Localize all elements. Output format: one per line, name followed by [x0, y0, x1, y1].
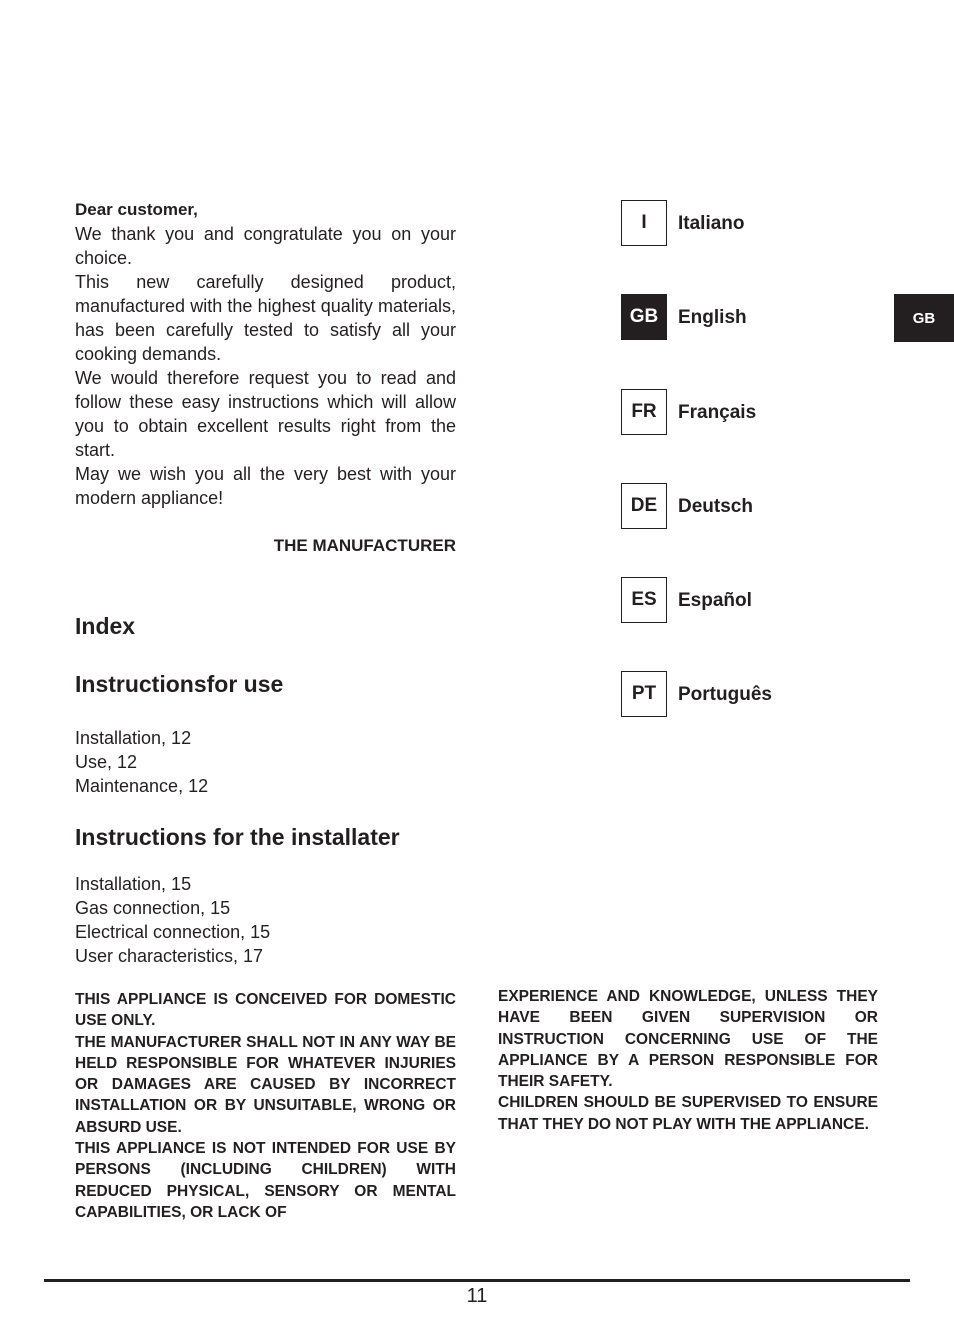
language-english[interactable] — [621, 294, 881, 342]
greeting-paragraph: We thank you and congratulate you on your choice. — [75, 224, 456, 268]
greeting-paragraph: We would therefore request you to read and follow these easy instructions which will allow you to obtain excellent results right from the start. — [75, 368, 456, 460]
greeting-paragraph: This new carefully designed product, manufactured with the highest quality materials, has been carefully tested to satisfy all your cooking demands. — [75, 272, 456, 364]
instructions-for-installer-list — [75, 872, 270, 968]
language-name: English — [678, 307, 747, 328]
language-portugues[interactable] — [621, 671, 881, 719]
index-title: Index — [75, 613, 136, 639]
language-name: Français — [678, 402, 757, 423]
language-code-box: ES — [621, 577, 667, 623]
side-language-tab: GB — [894, 294, 954, 342]
language-name: Español — [678, 590, 752, 611]
index-item: User characteristics, 17 — [75, 946, 264, 966]
instructions-for-installer-title: Instructions for the installater — [75, 824, 400, 850]
language-code-box: FR — [621, 389, 667, 435]
language-italiano[interactable] — [621, 200, 881, 248]
language-name: Português — [678, 684, 772, 705]
index-item: Installation, 15 — [75, 874, 192, 894]
language-code-box: PT — [621, 671, 667, 717]
greeting-paragraph: May we wish you all the very best with your modern appliance! — [75, 464, 456, 508]
instructions-for-use-title: Instructionsfor use — [75, 671, 284, 697]
language-name: Deutsch — [678, 496, 753, 517]
safety-warning-left — [75, 989, 456, 1223]
instructions-for-use-list — [75, 726, 208, 798]
language-code-box: I — [621, 200, 667, 246]
index-item: Electrical connection, 15 — [75, 922, 271, 942]
warning-paragraph: THE MANUFACTURER SHALL NOT IN ANY WAY BE HELD RESPONSIBLE FOR WHATEVER INJURIES OR DAMAGES ARE CAUSED BY INCORRECT INSTALLATION OR BY UNSUITABLE, WRONG OR ABSURD USE. — [75, 1033, 456, 1136]
language-name: Italiano — [678, 213, 745, 234]
greeting-section — [75, 198, 456, 558]
manufacturer-signature: THE MANUFACTURER — [273, 536, 456, 555]
language-code-box-active: GB — [621, 294, 667, 340]
language-espanol[interactable] — [621, 577, 881, 625]
language-francais[interactable] — [621, 389, 881, 437]
index-item: Installation, 12 — [75, 728, 192, 748]
greeting-title: Dear customer, — [75, 200, 198, 219]
language-code-box: DE — [621, 483, 667, 529]
warning-paragraph: CHILDREN SHOULD BE SUPERVISED TO ENSURE THAT THEY DO NOT PLAY WITH THE APPLIANCE. — [498, 1094, 878, 1133]
index-item: Gas connection, 15 — [75, 898, 231, 918]
index-item: Use, 12 — [75, 752, 138, 772]
warning-paragraph: EXPERIENCE AND KNOWLEDGE, UNLESS THEY HAVE BEEN GIVEN SUPERVISION OR INSTRUCTION CONCERNING USE OF THE APPLIANCE BY A PERSON RESPONSIBLE FOR THEIR SAFETY. — [498, 988, 878, 1091]
footer-divider — [44, 1279, 910, 1282]
page-number: 11 — [466, 1285, 488, 1307]
warning-paragraph: THIS APPLIANCE IS CONCEIVED FOR DOMESTIC USE ONLY. — [75, 991, 456, 1030]
index-item: Maintenance, 12 — [75, 776, 209, 796]
language-deutsch[interactable] — [621, 483, 881, 531]
safety-warning-right — [498, 986, 878, 1135]
warning-paragraph: THIS APPLIANCE IS NOT INTENDED FOR USE BY PERSONS (INCLUDING CHILDREN) WITH REDUCED PHYSICAL, SENSORY OR MENTAL CAPABILITIES, OR LACK OF — [75, 1140, 456, 1221]
